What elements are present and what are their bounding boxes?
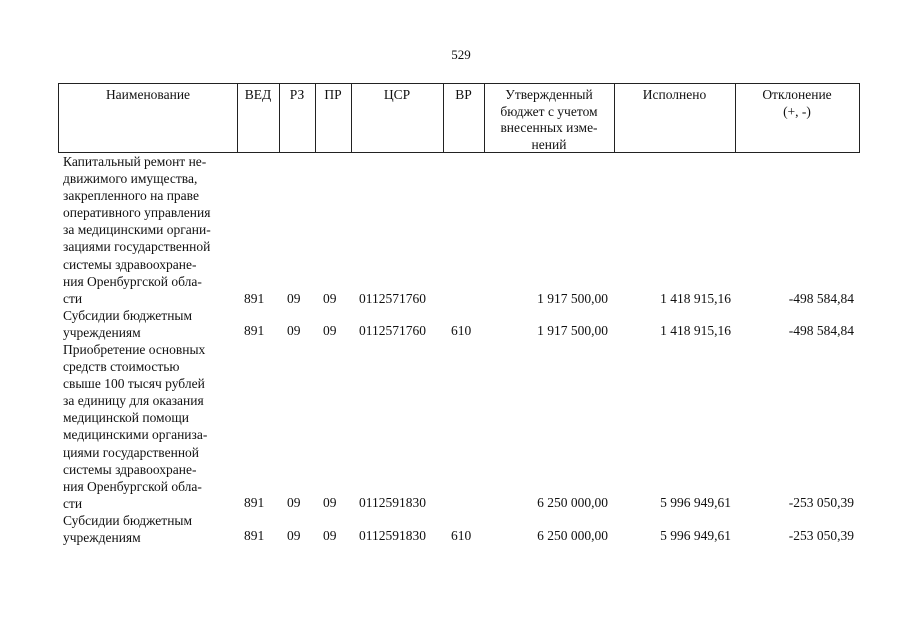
row-name: Субсидии бюджетным учреждениям	[63, 308, 193, 341]
cell-rz: 09	[287, 495, 301, 510]
header-ved: ВЕД	[244, 87, 272, 102]
cell-ved: 891	[244, 528, 265, 543]
cell-rz: 09	[287, 291, 301, 306]
cell-vr: 610	[451, 528, 472, 543]
page-number: 529	[451, 47, 471, 62]
cell-deviation: -253 050,39	[788, 495, 854, 510]
cell-rz: 09	[287, 323, 301, 338]
cell-executed: 5 996 949,61	[660, 528, 731, 543]
cell-csr: 0112571760	[359, 291, 426, 306]
cell-csr: 0112591830	[359, 528, 426, 543]
header-pr: ПР	[324, 87, 342, 102]
cell-budget: 1 917 500,00	[537, 323, 608, 338]
row-name: Субсидии бюджетным учреждениям	[63, 513, 193, 546]
cell-deviation: -498 584,84	[788, 323, 854, 338]
cell-budget: 6 250 000,00	[537, 495, 608, 510]
header-rz: РЗ	[289, 87, 305, 102]
cell-ved: 891	[244, 495, 265, 510]
cell-budget: 1 917 500,00	[537, 291, 608, 306]
cell-csr: 0112571760	[359, 323, 426, 338]
cell-csr: 0112591830	[359, 495, 426, 510]
cell-executed: 1 418 915,16	[660, 323, 731, 338]
row-name: Капитальный ремонт не- движимого имущества, закрепленного на праве оперативного управления за медицинскими органи- зациями государственной системы здравоохране- ния Оренбургской обла- сти	[63, 154, 211, 306]
header-csr: ЦСР	[383, 87, 411, 102]
header-deviation: Отклонение (+, -)	[762, 87, 832, 119]
cell-executed: 1 418 915,16	[660, 291, 731, 306]
cell-ved: 891	[244, 323, 265, 338]
header-executed: Исполнено	[642, 87, 707, 102]
cell-deviation: -253 050,39	[788, 528, 854, 543]
header-budget: Утвержденный бюджет с учетом внесенных изме- нений	[500, 87, 598, 152]
cell-deviation: -498 584,84	[788, 291, 854, 306]
cell-ved: 891	[244, 291, 265, 306]
header-vr: ВР	[455, 87, 472, 102]
table-header	[58, 83, 860, 153]
cell-pr: 09	[323, 528, 337, 543]
cell-vr: 610	[451, 323, 472, 338]
cell-rz: 09	[287, 528, 301, 543]
cell-pr: 09	[323, 291, 337, 306]
cell-executed: 5 996 949,61	[660, 495, 731, 510]
cell-budget: 6 250 000,00	[537, 528, 608, 543]
cell-pr: 09	[323, 495, 337, 510]
cell-pr: 09	[323, 323, 337, 338]
header-name: Наименование	[105, 87, 191, 102]
row-name: Приобретение основных средств стоимостью свыше 100 тысяч рублей за единицу для оказания медицинской помощи медицинскими организа- циями государственной системы здравоохране- ния Оренбургской обла- сти	[63, 342, 208, 511]
